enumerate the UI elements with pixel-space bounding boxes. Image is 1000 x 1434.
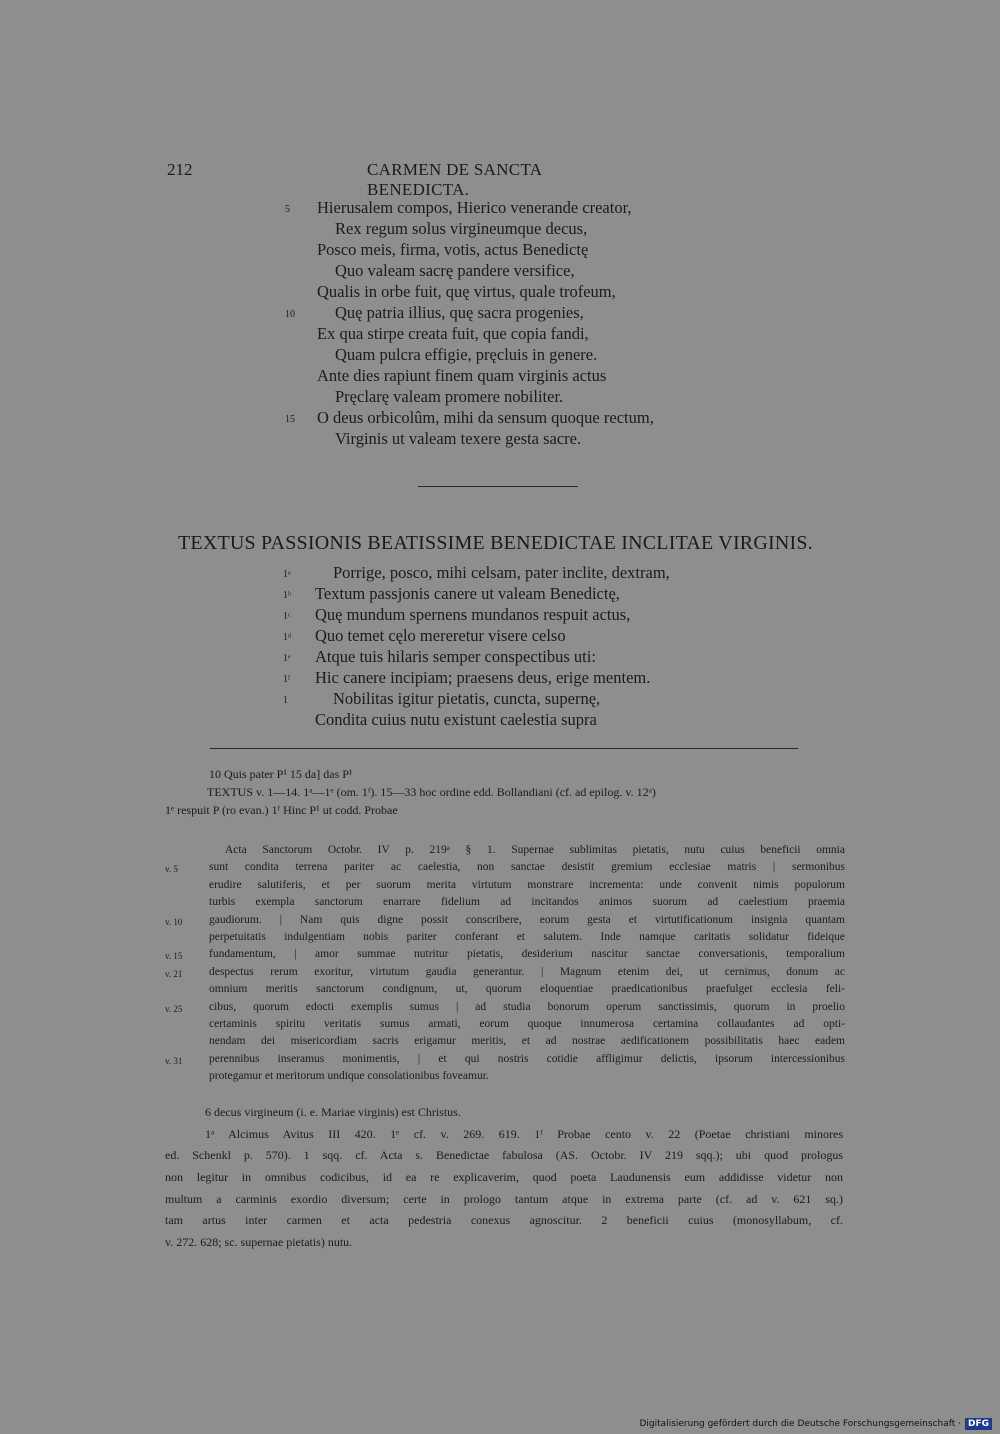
line-number: 1ᵉ [283,653,291,664]
acta-text: despectus rerum exoritur, virtutum gaudia generantur. | Magnum etenim dei, ut cernimus, donum ac [209,965,845,978]
acta-text: cibus, quorum edocti exemplis sumus | ad studia bonorum operum sanctissimis, quorum in proelio [209,1000,845,1013]
note-text: 1ᵃ Alcimus Avitus III 420. 1ᵉ cf. v. 269. 619. 1ᶠ Probae cento v. 22 (Poetae christiani minores [205,1126,843,1141]
note-line [165,1232,843,1254]
verse-line [285,344,805,365]
acta-line [165,1016,845,1033]
note-text: multum a carminis exordio diversum; certe in prologo tantum atque in extrema parte (cf. ad v. 621 sq.) [165,1191,843,1206]
verse-text: Qualis in orbe fuit, quę virtus, quale trofeum, [317,282,616,301]
note-line [165,1189,843,1211]
acta-line [165,981,845,998]
acta-text: erudire salutiferis, et per suorum merita virtutum monstrare incrementa: unde convenit nimis populorum [209,878,845,891]
critical-apparatus [165,765,845,819]
footer-text: Digitalisierung gefördert durch die Deutsche Forschungsgemeinschaft · [639,1419,961,1429]
acta-text: gaudiorum. | Nam quis digne possit conscribere, eorum gesta et virtutificationum insignia quantam [209,913,845,926]
acta-line [165,999,845,1016]
verse-text: Ante dies rapiunt finem quam virginis actus [317,366,607,385]
line-number: 1ᶜ [283,611,291,622]
line-number: 1 [283,695,288,706]
verse-text: Quo valeam sacrę pandere versifice, [335,261,575,280]
acta-line [165,877,845,894]
acta-line [165,1033,845,1050]
acta-line [165,842,845,859]
verse-line [285,302,805,323]
note-line [165,1210,843,1232]
acta-line [165,1051,845,1068]
note-line [165,1145,843,1167]
line-number: 1ᵈ [283,632,292,643]
verse-text: Porrige, posco, mihi celsam, pater inclite, dextram, [333,563,670,582]
verse-line [285,386,805,407]
acta-text: omnium meritis sanctorum condignum, ut, quorum eloquentiae praedicationibus praefulget ecclesia feli- [209,983,845,996]
textus-verses [283,562,803,730]
verse-reference: v. 5 [165,864,178,875]
verse-text: Nobilitas igitur pietatis, cuncta, supernę, [333,689,601,708]
verse-text: Pręclarę valeam promere nobiliter. [335,387,564,406]
acta-line [165,894,845,911]
textus-line [283,625,803,646]
apparatus-line: 10 Quis pater P¹ 15 da] das P¹ [209,767,353,781]
verse-reference: v. 25 [165,1003,183,1014]
textus-line [283,709,803,730]
section-divider [418,486,578,487]
verse-line [285,260,805,281]
line-number: 15 [285,414,295,425]
verse-text: Hic canere incipiam; praesens deus, erige mentem. [315,668,651,687]
verse-text: Quo temet cęlo mereretur visere celso [315,626,566,645]
note-line [165,1102,843,1124]
verse-text: O deus orbicolûm, mihi da sensum quoque rectum, [317,408,654,427]
line-number: 1ᵃ [283,569,291,580]
verse-line [285,428,805,449]
verse-text: Atque tuis hilaris semper conspectibus uti: [315,647,596,666]
note-line [165,1124,843,1146]
acta-text: Acta Sanctorum Octobr. IV p. 219ᵃ § 1. Supernae sublimitas pietatis, nutu cuius beneficii omnia [225,844,845,856]
verse-text: Textum passjonis canere ut valeam Benedictę, [315,584,620,603]
line-number: 1ᶠ [283,674,291,685]
apparatus-line: 1ᵉ respuit P (ro evan.) 1ᶠ Hinc P¹ ut codd. Probae [165,803,398,817]
verse-reference: v. 10 [165,916,183,927]
textus-line [283,646,803,667]
verse-text: Quam pulcra effigie, pręcluis in genere. [335,345,598,364]
acta-line [165,946,845,963]
acta-line [165,859,845,876]
verse-text: Virginis ut valeam texere gesta sacre. [335,429,582,448]
digitization-footer [640,1418,993,1430]
textus-line [283,688,803,709]
running-title: CARMEN DE SANCTA BENEDICTA. [367,160,542,199]
dfg-logo[interactable]: DFG [965,1418,992,1430]
verse-line [285,197,805,218]
apparatus-line: TEXTUS v. 1—14. 1ᵃ—1ᵉ (om. 1ᶠ). 15—33 hoc ordine edd. Bollandiani (cf. ad epilog. v. 12ᵃ) [207,785,656,799]
note-text: ed. Schenkl p. 570). 1 sqq. cf. Acta s. Benedictae fabulosa (AS. Octobr. IV 219 sqq.); ubi quod prologus [165,1148,843,1163]
commentary-notes [165,1102,843,1254]
verse-reference: v. 15 [165,951,183,962]
verse-text: Quę mundum spernens mundanos respuit actus, [315,605,631,624]
line-number: 1ᵇ [283,590,292,601]
note-text: tam artus inter carmen et acta pedestria conexus agnoscitur. 2 beneficii cuius (monosyllabum, cf. [165,1213,843,1228]
verse-line [285,281,805,302]
verse-reference: v. 31 [165,1055,183,1066]
verse-text: Rex regum solus virgineumque decus, [335,219,588,238]
verse-text: Posco meis, firma, votis, actus Benedictę [317,240,589,259]
verse-line [285,407,805,428]
acta-text: fundamentum, | amor summae nutritur pietatis, desiderium nascitur sanctae conversationis, temporalium [209,948,845,961]
verse-text: Ex qua stirpe creata fuit, que copia fandi, [317,324,589,343]
apparatus-divider [210,748,798,749]
verse-line [285,365,805,386]
page-number: 212 [167,160,193,179]
acta-line [165,964,845,981]
note-line [165,1167,843,1189]
acta-sanctorum-passage [165,842,845,1085]
verse-line [285,323,805,344]
acta-text: protegamur et meritorum undique consolationibus foveamur. [209,1070,489,1083]
verse-line [285,239,805,260]
textus-line [283,604,803,625]
acta-text: turbis exempla sanctorum enarrare fidelium ad incitandos animos suorum ad caelestium praemia [209,896,845,909]
verse-reference: v. 21 [165,968,183,979]
verse-text: Quę patria illius, quę sacra progenies, [335,303,584,322]
acta-text: perennibus inseramus monimentis, | et qui nostris cotidie affligimur delictis, ipsorum intercessionibus [209,1052,845,1065]
acta-line [165,1068,845,1085]
acta-line [165,929,845,946]
textus-line [283,667,803,688]
poem-verses [285,197,805,449]
verse-text: Hierusalem compos, Hierico venerande creator, [317,198,632,217]
line-number: 10 [285,309,295,320]
section-title: TEXTUS PASSIONIS BEATISSIME BENEDICTAE INCLITAE VIRGINIS. [178,532,813,554]
acta-line [165,912,845,929]
note-text: 6 decus virgineum (i. e. Mariae virginis) est Christus. [205,1105,461,1119]
acta-text: nendam dei misericordiam sacris erigamur meritis, et ad nostrae aedificationem possibilitatis haec eadem [209,1035,845,1048]
line-number: 5 [285,204,290,215]
note-text: non legitur in omnibus codicibus, id ea re explicaverim, quod poeta Laudunensis eum addidisse videtur non [165,1170,843,1185]
acta-text: perpetuitatis indulgentiam nobis pariter conferant et salutem. Inde namque caritatis solidatur fideique [209,930,845,943]
textus-line [283,562,803,583]
note-text: v. 272. 628; sc. supernae pietatis) nutu. [165,1235,353,1250]
acta-text: sunt condita terrena pariter ac caelestia, non sanctae desistit gremium ecclesiae matris | sermonibus [209,861,845,874]
textus-line [283,583,803,604]
acta-text: certaminis spiritu veritatis sumus armati, eorum quoque innumerosa certamina collaudantes ad opti- [209,1017,845,1030]
verse-text: Condita cuius nutu existunt caelestia supra [315,710,597,729]
verse-line [285,218,805,239]
